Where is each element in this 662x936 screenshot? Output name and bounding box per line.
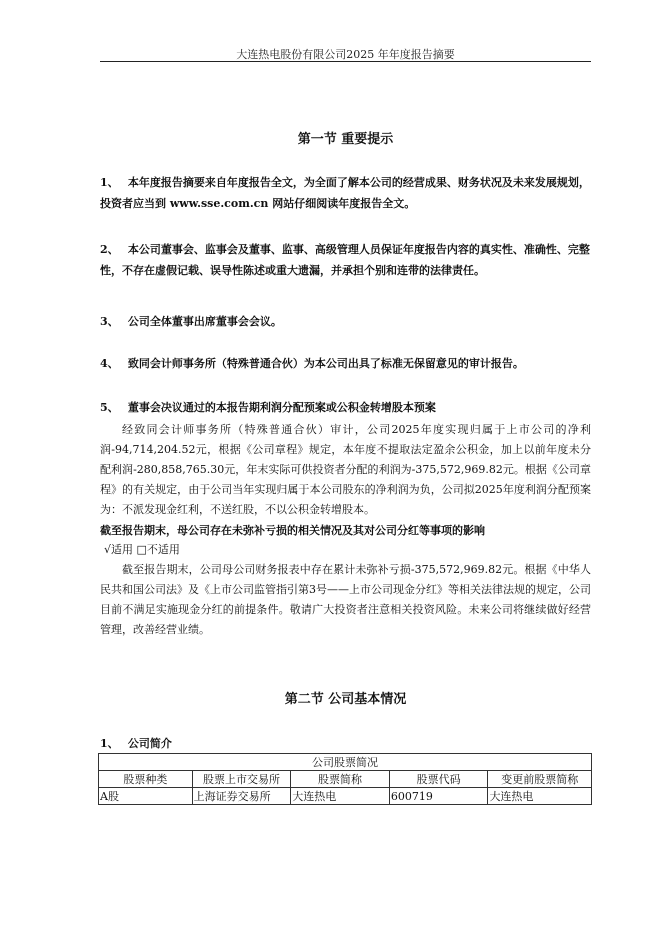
profit-distribution-paragraph: 经致同会计师事务所（特殊普通合伙）审计，公司2025年度实现归属于上市公司的净利润-94,714,204.52元，根据《公司章程》规定，本年度不提取法定盈余公积金，加上以前年度未分配利润-280,858,765.30元，年末实际可供投资者分配的利润为-375,572,969.82元。根据《公司章程》的有关规定，由于公司当年实现归属于本公司股东的净利润为负，公司拟2025年度利润分配预案为：不派发现金红利，不送红股，不以公积金转增股本。	[100, 423, 591, 516]
item-1-text: 本年度报告摘要来自年度报告全文，为全面了解本公司的经营成果、财务状况及未来发展规划，投资者应当到 www.sse.com.cn 网站仔细阅读年度报告全文。	[100, 176, 590, 210]
company-profile-number: 1、	[100, 737, 119, 750]
item-1-number: 1、	[100, 176, 119, 189]
item-5-number: 5、	[100, 401, 119, 414]
col-header-stock-type: 股票种类	[99, 771, 193, 788]
cell-former-abbr: 大连热电	[488, 788, 592, 805]
col-header-stock-code: 股票代码	[389, 771, 488, 788]
item-4-text: 致同会计师事务所（特殊普通合伙）为本公司出具了标准无保留意见的审计报告。	[127, 357, 524, 370]
item-2-number: 2、	[100, 243, 119, 256]
item-5	[100, 397, 591, 418]
item-3-text: 公司全体董事出席董事会会议。	[127, 315, 282, 328]
section-1-title: 第一节 重要提示	[297, 132, 394, 147]
cell-stock-type: A股	[99, 788, 193, 805]
page-header: 大连热电股份有限公司2025 年年度报告摘要	[236, 48, 455, 61]
col-header-former-abbr: 变更前股票简称	[488, 771, 592, 788]
item-2-text: 本公司董事会、监事会及董事、监事、高级管理人员保证年度报告内容的真实性、准确性、完整性，不存在虚假记载、误导性陈述或重大遗漏，并承担个别和连带的法律责任。	[100, 243, 590, 277]
uncovered-loss-paragraph: 截至报告期末，公司母公司财务报表中存在累计未弥补亏损-375,572,969.82元。根据《中华人民共和国公司法》及《上市公司监管指引第3号——上市公司现金分红》等相关法律法规的规定，公司目前不满足实施现金分红的前提条件。敬请广大投资者注意相关投资风险。未来公司将继续做好经营管理，改善经营业绩。	[100, 563, 591, 636]
item-1	[100, 172, 594, 214]
col-header-exchange: 股票上市交易所	[192, 771, 291, 788]
cell-exchange: 上海证券交易所	[192, 788, 291, 805]
item-3-number: 3、	[100, 315, 119, 328]
item-3	[100, 311, 591, 332]
item-5-text: 董事会决议通过的本报告期利润分配预案或公积金转增股本预案	[127, 401, 436, 414]
stock-info-table	[98, 753, 592, 805]
table-caption-row	[99, 754, 592, 771]
header-divider	[100, 61, 591, 62]
item-4-number: 4、	[100, 357, 119, 370]
cell-stock-abbr: 大连热电	[291, 788, 390, 805]
applicability-checkbox: √适用 □不适用	[104, 543, 180, 556]
table-caption: 公司股票简况	[99, 754, 592, 771]
company-profile-heading	[100, 733, 591, 754]
table-row	[99, 788, 592, 805]
cell-stock-code: 600719	[389, 788, 488, 805]
uncovered-loss-heading: 截至报告期末，母公司存在未弥补亏损的相关情况及其对公司分红等事项的影响	[100, 524, 485, 537]
col-header-stock-abbr: 股票简称	[291, 771, 390, 788]
section-2-title: 第二节 公司基本情况	[284, 692, 407, 707]
item-4	[100, 353, 591, 374]
item-2	[100, 239, 591, 281]
company-profile-title: 公司简介	[127, 737, 172, 750]
table-header-row	[99, 771, 592, 788]
